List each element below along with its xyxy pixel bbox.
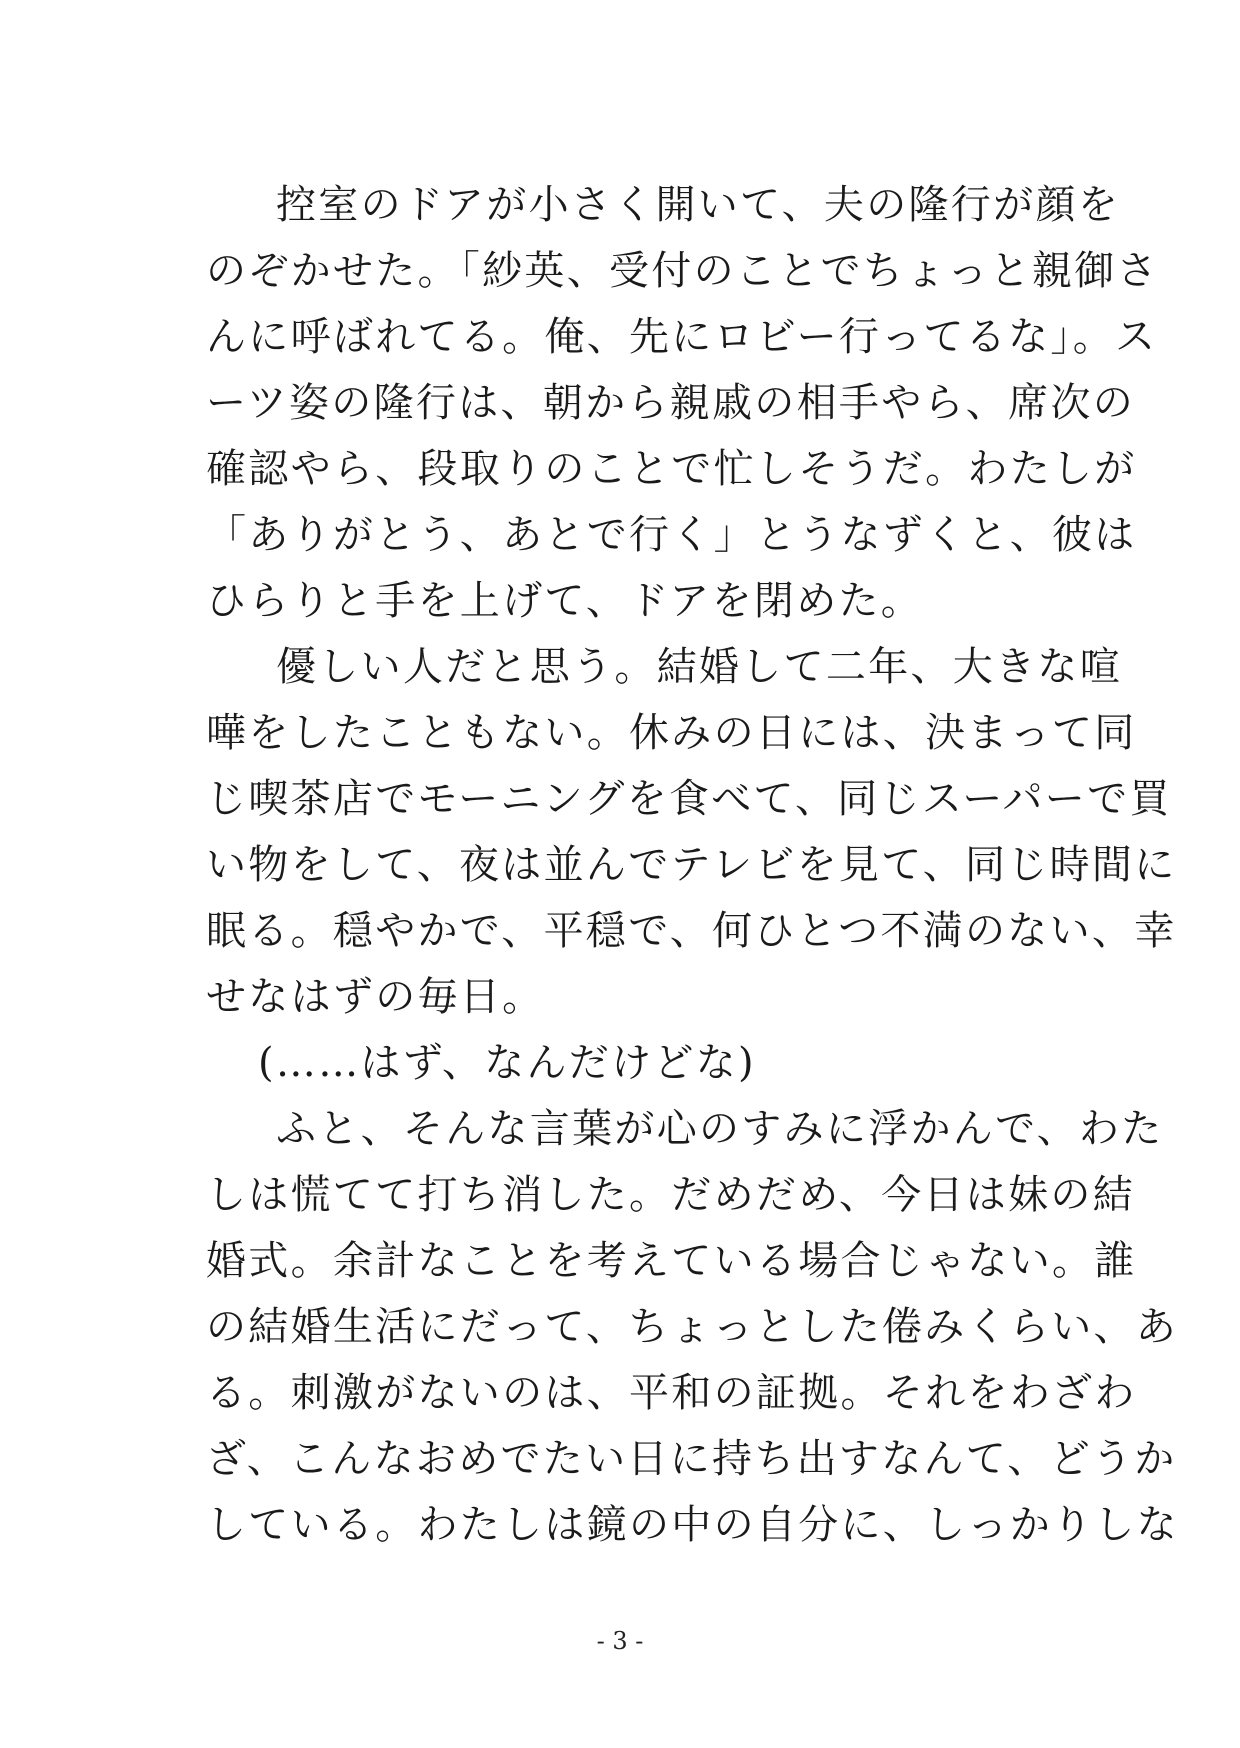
paragraph-1-line-5: 確認やら、段取りのことで忙しそうだ。わたしが: [206, 446, 1137, 492]
paragraph-4-line-6: ざ、こんなおめでたい日に持ち出すなんて、どうか: [206, 1436, 1177, 1482]
paragraph-4-line-4: の結婚生活にだって、ちょっとした倦みくらい、あ: [206, 1304, 1179, 1350]
paragraph-1-line-4: ーツ姿の隆行は、朝から親戚の相手やら、席次の: [206, 380, 1135, 426]
paragraph-1-line-6: 「ありがとう、あとで行く」とうなずくと、彼は: [206, 512, 1137, 558]
paragraph-2-line-1: 優しい人だと思う。結婚して二年、大きな喧: [276, 644, 1122, 690]
paragraph-1-line-7: ひらりと手を上げて、ドアを閉めた。: [206, 578, 924, 624]
paragraph-2-line-4: い物をして、夜は並んでテレビを見て、同じ時間に: [206, 842, 1177, 888]
paragraph-1-line-2: のぞかせた。「紗英、受付のことでちょっと親御さ: [206, 248, 1159, 294]
paragraph-4-line-1: ふと、そんな言葉が心のすみに浮かんで、わた: [276, 1106, 1164, 1152]
paragraph-4-line-5: る。刺激がないのは、平和の証拠。それをわざわ: [206, 1370, 1137, 1416]
paragraph-2-line-5: 眠る。穏やかで、平穏で、何ひとつ不満のない、幸: [206, 908, 1177, 954]
paragraph-4-line-2: しは慌てて打ち消した。だめだめ、今日は妹の結: [206, 1172, 1135, 1218]
paragraph-4-line-3: 婚式。余計なことを考えている場合じゃない。誰: [206, 1238, 1137, 1284]
paragraph-1-line-1: 控室のドアが小さく開いて、夫の隆行が顔を: [276, 182, 1120, 228]
paragraph-2-line-3: じ喫茶店でモーニングを食べて、同じスーパーで買: [206, 776, 1172, 822]
paragraph-2-line-2: 嘩をしたこともない。休みの日には、決まって同: [206, 710, 1137, 756]
paragraph-2-line-6: せなはずの毎日。: [206, 974, 545, 1020]
paragraph-1-line-3: んに呼ばれてる。俺、先にロビー行ってるな」。ス: [206, 314, 1158, 360]
paragraph-4-line-7: している。わたしは鏡の中の自分に、しっかりしな: [206, 1502, 1179, 1548]
body-text: [206, 172, 1179, 1558]
inner-thought-line: (……はず、なんだけどな): [258, 1040, 756, 1086]
page-number: - 3 -: [596, 1627, 644, 1655]
